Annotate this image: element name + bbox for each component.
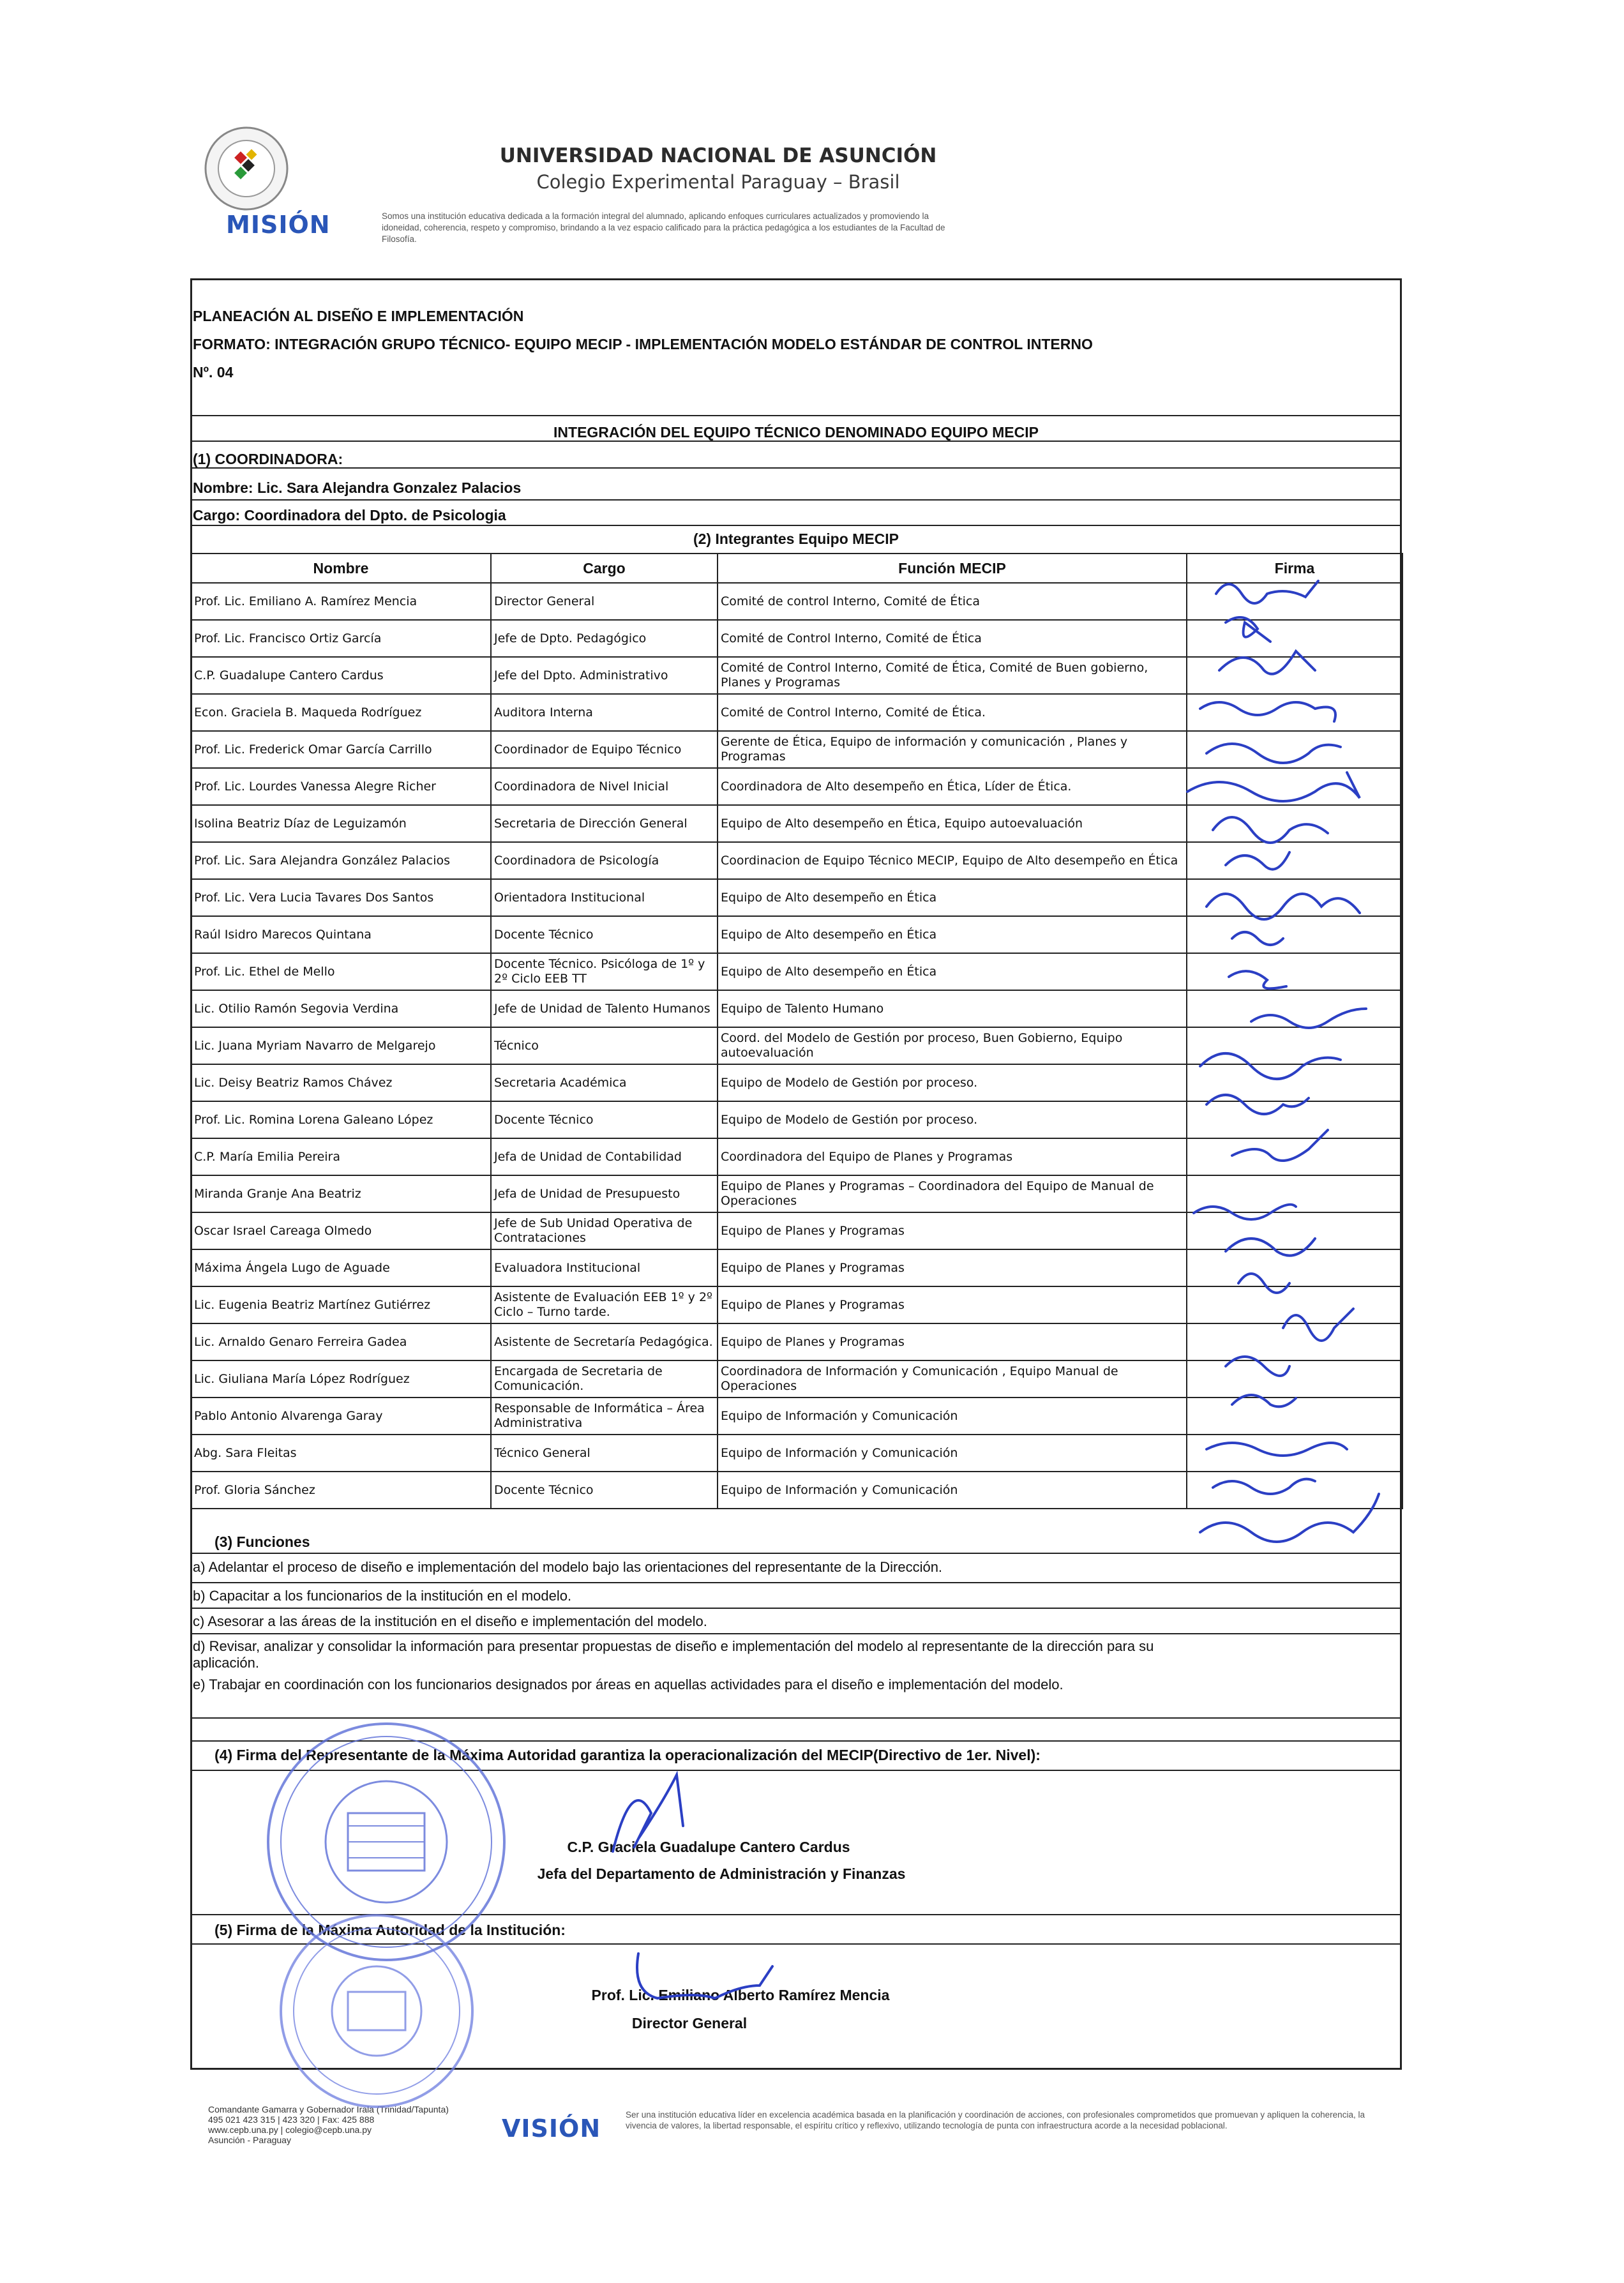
divider	[190, 1740, 1402, 1742]
footer-address-line: 495 021 423 315 | 423 320 | Fax: 425 888	[208, 2114, 375, 2125]
member-signature-cell	[1187, 916, 1402, 953]
member-function-cell: Equipo de Alto desempeño en Ética, Equipo autoevaluación	[718, 805, 1187, 842]
member-name-cell: Prof. Gloria Sánchez	[191, 1472, 491, 1509]
members-table	[190, 553, 1403, 1509]
footer-address-line: Asunción - Paraguay	[208, 2135, 291, 2145]
member-name-cell: Raúl Isidro Marecos Quintana	[191, 916, 491, 953]
format-line-2: FORMATO: INTEGRACIÓN GRUPO TÉCNICO- EQUIPO MECIP - IMPLEMENTACIÓN MODELO ESTÁNDAR DE CONTROL INTERNO	[193, 336, 1093, 352]
member-position-cell: Asistente de Evaluación EEB 1º y 2º Ciclo – Turno tarde.	[491, 1286, 718, 1323]
member-name-cell: Prof. Lic. Ethel de Mello	[191, 953, 491, 990]
member-name-cell: Pablo Antonio Alvarenga Garay	[191, 1398, 491, 1435]
member-position-cell: Técnico	[491, 1027, 718, 1064]
table-row	[191, 1286, 1402, 1323]
table-row	[191, 768, 1402, 805]
member-name-cell: Lic. Eugenia Beatriz Martínez Gutiérrez	[191, 1286, 491, 1323]
divider	[190, 525, 1402, 526]
column-header-name: Nombre	[191, 554, 491, 583]
member-signature-cell	[1187, 1064, 1402, 1101]
member-function-cell: Coordinadora de Alto desempeño en Ética, Líder de Ética.	[718, 768, 1187, 805]
member-name-cell: Isolina Beatriz Díaz de Leguizamón	[191, 805, 491, 842]
member-name-cell: Lic. Juana Myriam Navarro de Melgarejo	[191, 1027, 491, 1064]
member-name-cell: Econ. Graciela B. Maqueda Rodríguez	[191, 694, 491, 731]
member-signature-cell	[1187, 990, 1402, 1027]
vision-label: VISIÓN	[502, 2114, 601, 2143]
divider	[190, 1717, 1402, 1719]
signature-5-position: Director General	[631, 2015, 748, 2031]
member-name-cell: Lic. Giuliana María López Rodríguez	[191, 1360, 491, 1398]
member-signature-cell	[1187, 1175, 1402, 1212]
member-function-cell: Comité de control Interno, Comité de Ética	[718, 583, 1187, 620]
table-row	[191, 1398, 1402, 1435]
member-name-cell: Abg. Sara Fleitas	[191, 1435, 491, 1472]
member-function-cell: Comité de Control Interno, Comité de Ética, Comité de Buen gobierno, Planes y Programas	[718, 657, 1187, 694]
table-row	[191, 1472, 1402, 1509]
divider	[190, 1582, 1402, 1583]
member-name-cell: Prof. Lic. Vera Lucia Tavares Dos Santos	[191, 879, 491, 916]
member-position-cell: Secretaria de Dirección General	[491, 805, 718, 842]
divider	[190, 1943, 1402, 1945]
member-position-cell: Encargada de Secretaria de Comunicación.	[491, 1360, 718, 1398]
member-position-cell: Coordinadora de Psicología	[491, 842, 718, 879]
member-function-cell: Gerente de Ética, Equipo de información y comunicación , Planes y Programas	[718, 731, 1187, 768]
member-function-cell: Equipo de Planes y Programas	[718, 1323, 1187, 1360]
member-position-cell: Asistente de Secretaría Pedagógica.	[491, 1323, 718, 1360]
column-header-position: Cargo	[491, 554, 718, 583]
footer-address	[208, 2104, 449, 2145]
vision-text: Ser una institución educativa líder en excelencia académica basada en la planificación y coordinación de acciones, con profesionales comprometidos que promuevan y apliquen la coherencia, la vivencia de valores, la libertad responsable, el espíritu crítico y reflexivo, utilizando tecnología de punta con infraestructura acorde a la necesidad poblacional.	[626, 2110, 1365, 2130]
member-name-cell: Prof. Lic. Emiliano A. Ramírez Mencia	[191, 583, 491, 620]
member-signature-cell	[1187, 1435, 1402, 1472]
member-signature-cell	[1187, 1398, 1402, 1435]
member-function-cell: Equipo de Planes y Programas	[718, 1212, 1187, 1249]
member-position-cell: Evaluadora Institucional	[491, 1249, 718, 1286]
signature-4-position: Jefa del Departamento de Administración y Finanzas	[537, 1865, 906, 1882]
mission-text: Somos una institución educativa dedicada a la formación integral del alumnado, aplicando enfoques curriculares actualizados y promoviendo la idoneidad, coherencia, respeto y compromiso, brindando a la vez espacio calificado para la práctica pedagógica a los estudiantes de la Facultad de Filosofía.	[382, 211, 945, 244]
member-name-cell: Prof. Lic. Francisco Ortiz García	[191, 620, 491, 657]
member-position-cell: Docente Técnico	[491, 1101, 718, 1138]
members-heading: (2) Integrantes Equipo MECIP	[693, 531, 899, 547]
member-function-cell: Coordinadora de Información y Comunicación , Equipo Manual de Operaciones	[718, 1360, 1187, 1398]
member-name-cell: C.P. María Emilia Pereira	[191, 1138, 491, 1175]
member-function-cell: Coordinadora del Equipo de Planes y Programas	[718, 1138, 1187, 1175]
member-position-cell: Técnico General	[491, 1435, 718, 1472]
column-header-function: Función MECIP	[718, 554, 1187, 583]
footer-address-line: Comandante Gamarra y Gobernador Irala (Trinidad/Tapunta)	[208, 2104, 449, 2114]
member-signature-cell	[1187, 657, 1402, 694]
divider	[190, 1633, 1402, 1634]
member-signature-cell	[1187, 1027, 1402, 1064]
member-signature-cell	[1187, 1249, 1402, 1286]
member-function-cell: Equipo de Alto desempeño en Ética	[718, 953, 1187, 990]
member-position-cell: Coordinadora de Nivel Inicial	[491, 768, 718, 805]
mission-label: MISIÓN	[226, 211, 331, 239]
member-function-cell: Equipo de Alto desempeño en Ética	[718, 916, 1187, 953]
member-signature-cell	[1187, 1360, 1402, 1398]
university-seal-logo	[203, 125, 290, 212]
table-row	[191, 657, 1402, 694]
member-position-cell: Jefe de Dpto. Pedagógico	[491, 620, 718, 657]
member-position-cell: Jefe del Dpto. Administrativo	[491, 657, 718, 694]
coordinator-position: Cargo: Coordinadora del Dpto. de Psicologia	[193, 507, 506, 524]
table-row	[191, 1175, 1402, 1212]
member-function-cell: Comité de Control Interno, Comité de Ética.	[718, 694, 1187, 731]
member-name-cell: Oscar Israel Careaga Olmedo	[191, 1212, 491, 1249]
table-row	[191, 990, 1402, 1027]
member-function-cell: Equipo de Información y Comunicación	[718, 1472, 1187, 1509]
member-name-cell: Prof. Lic. Romina Lorena Galeano López	[191, 1101, 491, 1138]
member-position-cell: Docente Técnico. Psicóloga de 1º y 2º Ciclo EEB TT	[491, 953, 718, 990]
member-function-cell: Equipo de Información y Comunicación	[718, 1435, 1187, 1472]
table-row	[191, 1212, 1402, 1249]
table-row	[191, 953, 1402, 990]
member-function-cell: Comité de Control Interno, Comité de Ética	[718, 620, 1187, 657]
divider	[190, 1914, 1402, 1915]
table-row	[191, 620, 1402, 657]
member-function-cell: Equipo de Planes y Programas	[718, 1286, 1187, 1323]
function-item: e) Trabajar en coordinación con los funcionarios designados por áreas en aquellas actividades para el diseño e implementación del modelo.	[193, 1676, 1064, 1692]
table-header-row	[191, 554, 1402, 583]
function-item: d) Revisar, analizar y consolidar la información para presentar propuestas de diseño e implementación del modelo al representante de la dirección para su aplicación.	[193, 1638, 1154, 1671]
table-row	[191, 1027, 1402, 1064]
member-name-cell: Lic. Deisy Beatriz Ramos Chávez	[191, 1064, 491, 1101]
member-name-cell: Máxima Ángela Lugo de Aguade	[191, 1249, 491, 1286]
format-line-1: PLANEACIÓN AL DISEÑO E IMPLEMENTACIÓN	[193, 308, 524, 324]
member-function-cell: Equipo de Modelo de Gestión por proceso.	[718, 1064, 1187, 1101]
column-header-signature: Firma	[1187, 554, 1402, 583]
member-signature-cell	[1187, 694, 1402, 731]
member-signature-cell	[1187, 768, 1402, 805]
divider	[190, 415, 1402, 416]
member-position-cell: Orientadora Institucional	[491, 879, 718, 916]
member-name-cell: C.P. Guadalupe Cantero Cardus	[191, 657, 491, 694]
divider	[190, 1770, 1402, 1771]
member-function-cell: Equipo de Planes y Programas	[718, 1249, 1187, 1286]
table-row	[191, 1138, 1402, 1175]
table-row	[191, 842, 1402, 879]
member-signature-cell	[1187, 842, 1402, 879]
member-function-cell: Equipo de Modelo de Gestión por proceso.	[718, 1101, 1187, 1138]
member-function-cell: Equipo de Planes y Programas – Coordinadora del Equipo de Manual de Operaciones	[718, 1175, 1187, 1212]
table-row	[191, 731, 1402, 768]
college-name: Colegio Experimental Paraguay – Brasil	[536, 171, 900, 193]
member-signature-cell	[1187, 731, 1402, 768]
footer-address-line: www.cepb.una.py | colegio@cepb.una.py	[208, 2125, 372, 2135]
member-name-cell: Prof. Lic. Sara Alejandra González Palacios	[191, 842, 491, 879]
table-row	[191, 694, 1402, 731]
function-item: c) Asesorar a las áreas de la institución en el diseño e implementación del modelo.	[193, 1613, 707, 1629]
member-signature-cell	[1187, 1212, 1402, 1249]
table-row	[191, 916, 1402, 953]
member-name-cell: Miranda Granje Ana Beatriz	[191, 1175, 491, 1212]
member-name-cell: Lic. Otilio Ramón Segovia Verdina	[191, 990, 491, 1027]
member-position-cell: Secretaria Académica	[491, 1064, 718, 1101]
member-signature-cell	[1187, 805, 1402, 842]
member-function-cell: Equipo de Talento Humano	[718, 990, 1187, 1027]
member-signature-cell	[1187, 953, 1402, 990]
member-name-cell: Prof. Lic. Frederick Omar García Carrillo	[191, 731, 491, 768]
member-signature-cell	[1187, 1472, 1402, 1509]
member-position-cell: Director General	[491, 583, 718, 620]
function-item: a) Adelantar el proceso de diseño e implementación del modelo bajo las orientaciones del representante de la Dirección.	[193, 1559, 943, 1575]
member-function-cell: Equipo de Alto desempeño en Ética	[718, 879, 1187, 916]
signature-5-name: Prof. Lic. Emiliano Alberto Ramírez Mencia	[591, 1987, 890, 2003]
divider	[190, 1553, 1402, 1554]
member-function-cell: Equipo de Información y Comunicación	[718, 1398, 1187, 1435]
signature-4-name: C.P. Graciela Guadalupe Cantero Cardus	[567, 1839, 850, 1855]
member-name-cell: Prof. Lic. Lourdes Vanessa Alegre Richer	[191, 768, 491, 805]
section-title: INTEGRACIÓN DEL EQUIPO TÉCNICO DENOMINADO EQUIPO MECIP	[553, 424, 1039, 441]
member-position-cell: Docente Técnico	[491, 916, 718, 953]
member-position-cell: Auditora Interna	[491, 694, 718, 731]
table-row	[191, 1249, 1402, 1286]
coordinator-heading: (1) COORDINADORA:	[193, 451, 343, 467]
table-row	[191, 1323, 1402, 1360]
table-row	[191, 1435, 1402, 1472]
member-position-cell: Jefa de Unidad de Presupuesto	[491, 1175, 718, 1212]
function-item: b) Capacitar a los funcionarios de la institución en el modelo.	[193, 1588, 572, 1604]
member-position-cell: Docente Técnico	[491, 1472, 718, 1509]
format-number: Nº. 04	[193, 364, 234, 380]
member-name-cell: Lic. Arnaldo Genaro Ferreira Gadea	[191, 1323, 491, 1360]
table-row	[191, 879, 1402, 916]
signature-4-heading: (4) Firma del Representante de la Máxima Autoridad garantiza la operacionalización del MECIP(Directivo de 1er. Nivel):	[214, 1747, 1041, 1763]
member-signature-cell	[1187, 879, 1402, 916]
coordinator-name: Nombre: Lic. Sara Alejandra Gonzalez Palacios	[193, 479, 522, 496]
member-signature-cell	[1187, 583, 1402, 620]
member-signature-cell	[1187, 1323, 1402, 1360]
member-position-cell: Coordinador de Equipo Técnico	[491, 731, 718, 768]
table-row	[191, 1101, 1402, 1138]
member-position-cell: Jefa de Unidad de Contabilidad	[491, 1138, 718, 1175]
university-title: UNIVERSIDAD NACIONAL DE ASUNCIÓN	[499, 144, 937, 167]
table-row	[191, 1360, 1402, 1398]
member-function-cell: Coordinacion de Equipo Técnico MECIP, Equipo de Alto desempeño en Ética	[718, 842, 1187, 879]
table-row	[191, 583, 1402, 620]
member-position-cell: Jefe de Sub Unidad Operativa de Contrataciones	[491, 1212, 718, 1249]
divider	[190, 499, 1402, 501]
functions-heading: (3) Funciones	[214, 1533, 310, 1550]
member-signature-cell	[1187, 620, 1402, 657]
member-position-cell: Responsable de Informática – Área Administrativa	[491, 1398, 718, 1435]
member-signature-cell	[1187, 1101, 1402, 1138]
divider	[190, 467, 1402, 469]
table-row	[191, 805, 1402, 842]
signature-5-heading: (5) Firma de la Máxima Autoridad de la Institución:	[214, 1922, 566, 1938]
table-row	[191, 1064, 1402, 1101]
member-function-cell: Coord. del Modelo de Gestión por proceso, Buen Gobierno, Equipo autoevaluación	[718, 1027, 1187, 1064]
member-position-cell: Jefe de Unidad de Talento Humanos	[491, 990, 718, 1027]
divider	[190, 1608, 1402, 1609]
member-signature-cell	[1187, 1138, 1402, 1175]
member-signature-cell	[1187, 1286, 1402, 1323]
